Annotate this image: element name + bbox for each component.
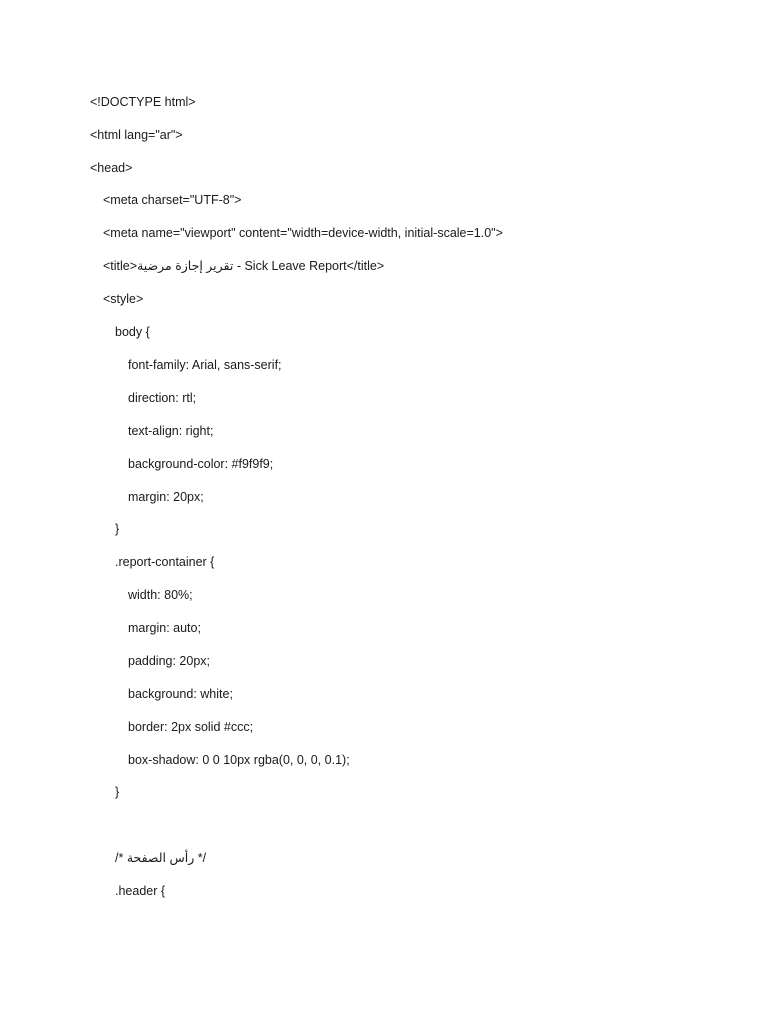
code-line: .report-container { (115, 555, 215, 569)
code-line: <meta name="viewport" content="width=device-width, initial-scale=1.0"> (103, 226, 503, 240)
code-line: <style> (103, 292, 144, 306)
code-line: padding: 20px; (128, 654, 211, 668)
code-line: } (115, 785, 120, 799)
code-line: body { (115, 325, 150, 339)
code-line: width: 80%; (128, 588, 193, 602)
code-line: background: white; (128, 687, 233, 701)
code-line: border: 2px solid #ccc; (128, 720, 254, 734)
code-line: box-shadow: 0 0 10px rgba(0, 0, 0, 0.1); (128, 753, 350, 767)
code-line: margin: auto; (128, 621, 201, 635)
code-line: <html lang="ar"> (90, 128, 183, 142)
code-line: } (115, 522, 120, 536)
code-line: <head> (90, 161, 133, 175)
code-line: <title>تقرير إجازة مرضية - Sick Leave Report</title> (103, 259, 385, 273)
code-line: .header { (115, 884, 166, 898)
code-line: font-family: Arial, sans-serif; (128, 358, 282, 372)
code-line: <!DOCTYPE html> (90, 95, 196, 109)
code-line: background-color: #f9f9f9; (128, 457, 274, 471)
code-line: text-align: right; (128, 424, 214, 438)
code-line: /* رأس الصفحة */ (115, 851, 207, 865)
code-line: <meta charset="UTF-8"> (103, 193, 242, 207)
code-line: direction: rtl; (128, 391, 197, 405)
code-line: margin: 20px; (128, 490, 204, 504)
